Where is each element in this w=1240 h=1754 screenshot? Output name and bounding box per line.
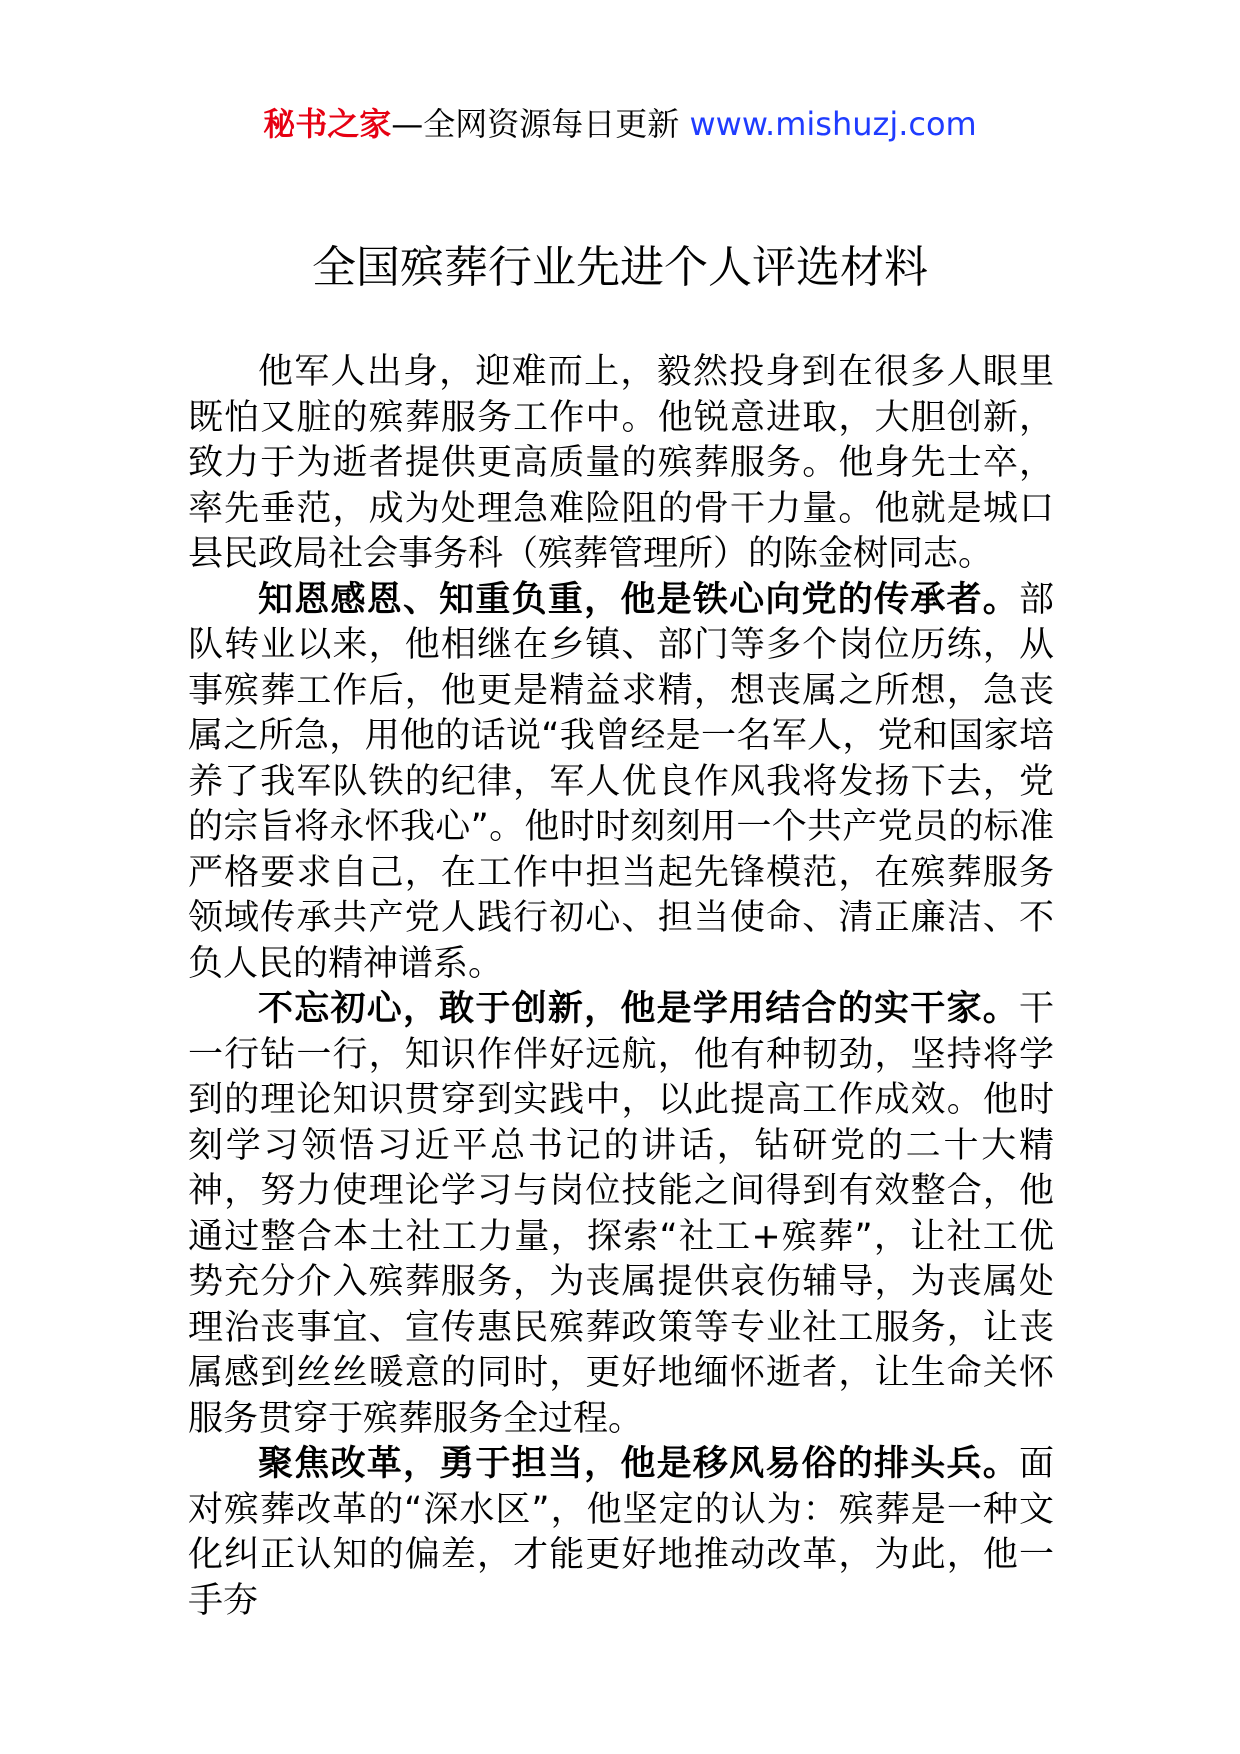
paragraph-text: 干一行钻一行，知识作伴好远航，他有种韧劲，坚持将学到的理论知识贯穿到实践中，以此提高工作成效。他时刻学习领悟习近平总书记的讲话，钻研党的二十大精神，努力使理论学习与岗位技能之间得到有效整合，他通过整合本土社工力量，探索“社工+殡葬”，让社工优势充分介入殡葬服务，为丧属提供哀伤辅导，为丧属处理治丧事宜、宣传惠民殡葬政策等专业社工服务，让丧属感到丝丝暖意的同时，更好地缅怀逝者，让生命关怀服务贯穿于殡葬服务全过程。: [188, 989, 1054, 1439]
document-title: 全国殡葬行业先进个人评选材料: [312, 242, 928, 293]
paragraph-section-1: [188, 578, 1054, 988]
paragraph-intro: [188, 350, 1054, 578]
paragraph-lead: 不忘初心，敢于创新，他是学用结合的实干家。: [258, 989, 1019, 1029]
paragraph-lead: 聚焦改革，勇于担当，他是移风易俗的排头兵。: [258, 1444, 1019, 1484]
paragraph-text: 部队转业以来，他相继在乡镇、部门等多个岗位历练，从事殡葬工作后，他更是精益求精，想丧属之所想，急丧属之所急，用他的话说“我曾经是一名军人，党和国家培养了我军队铁的纪律，军人优良作风我将发扬下去，党的宗旨将永怀我心”。他时时刻刻用一个共产党员的标准严格要求自己，在工作中担当起先锋模范，在殡葬服务领域传承共产党人践行初心、担当使命、清正廉洁、不负人民的精神谱系。: [188, 579, 1054, 984]
site-brand-name: 秘书之家: [263, 105, 392, 143]
paragraph-section-3: [188, 1442, 1054, 1624]
paragraph-lead: 知恩感恩、知重负重，他是铁心向党的传承者。: [258, 579, 1019, 620]
site-slogan: —全网资源每日更新: [391, 105, 690, 143]
document-body: [188, 350, 1054, 1624]
paragraph-section-2: [188, 987, 1054, 1442]
paragraph-text: 面对殡葬改革的“深水区”，他坚定的认为：殡葬是一种文化纠正认知的偏差，才能更好地推动改革，为此，他一手夯: [188, 1444, 1054, 1621]
site-url-link[interactable]: www.mishuzj.com: [689, 105, 977, 143]
paragraph-text: 他军人出身，迎难而上，毅然投身到在很多人眼里既怕又脏的殡葬服务工作中。他锐意进取，大胆创新，致力于为逝者提供更高质量的殡葬服务。他身先士卒，率先垂范，成为处理急难险阻的骨干力量。他就是城口县民政局社会事务科（殡葬管理所）的陈金树同志。: [188, 352, 1054, 574]
site-header-banner: [0, 100, 1240, 148]
